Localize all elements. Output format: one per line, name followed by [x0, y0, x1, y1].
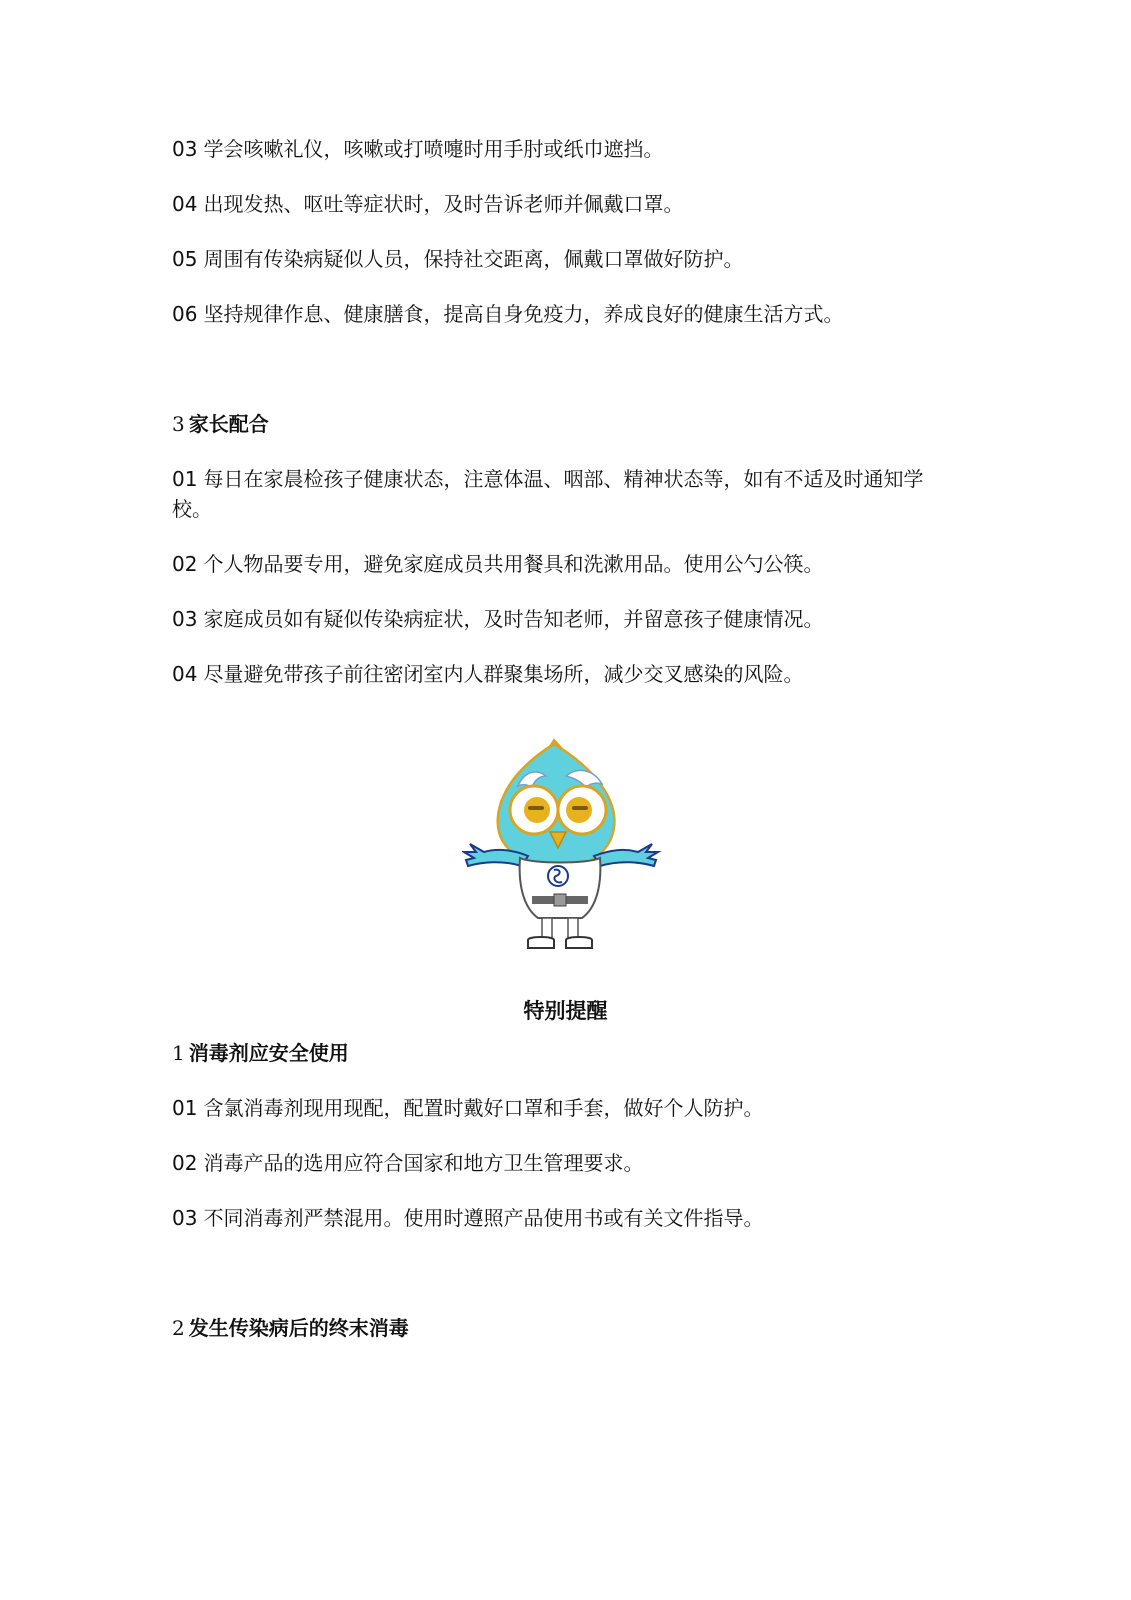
parent-item: [172, 659, 972, 689]
item-number: 06: [172, 302, 198, 326]
parent-item: [172, 464, 962, 524]
item-number: 02: [172, 1151, 198, 1175]
item-text: 学会咳嗽礼仪，咳嗽或打喷嚏时用手肘或纸巾遮挡。: [203, 137, 664, 161]
section-number: 3: [172, 412, 185, 436]
item-number: 02: [172, 552, 198, 576]
item-text: 尽量避免带孩子前往密闭室内人群聚集场所，减少交叉感染的风险。: [203, 662, 804, 686]
item-text: 个人物品要专用，避免家庭成员共用餐具和洗漱用品。使用公勺公筷。: [203, 552, 824, 576]
item-number: 05: [172, 247, 198, 271]
section-title: 消毒剂应安全使用: [188, 1041, 349, 1065]
section-heading-disinfectant: [172, 1038, 972, 1068]
disinfectant-item: [172, 1203, 972, 1233]
item-number: 01: [172, 467, 198, 491]
section-number: 1: [172, 1041, 185, 1065]
item-text: 不同消毒剂严禁混用。使用时遵照产品使用书或有关文件指导。: [203, 1206, 764, 1230]
item-number: 04: [172, 662, 198, 686]
item-text: 出现发热、呕吐等症状时，及时告诉老师并佩戴口罩。: [203, 192, 684, 216]
disinfectant-item: [172, 1148, 972, 1178]
hygiene-item: [172, 299, 972, 329]
item-number: 03: [172, 607, 198, 631]
parent-item: [172, 604, 972, 634]
section-heading-parent: [172, 409, 972, 439]
item-text: 含氯消毒剂现用现配，配置时戴好口罩和手套，做好个人防护。: [203, 1096, 764, 1120]
item-text: 坚持规律作息、健康膳食，提高自身免疫力，养成良好的健康生活方式。: [203, 302, 844, 326]
item-number: 03: [172, 1206, 198, 1230]
parent-item: [172, 549, 972, 579]
item-number: 03: [172, 137, 198, 161]
item-text: 消毒产品的选用应符合国家和地方卫生管理要求。: [203, 1151, 644, 1175]
item-text: 每日在家晨检孩子健康状态，注意体温、咽部、精神状态等，如有不适及时通知学校。: [172, 467, 924, 521]
item-number: 04: [172, 192, 198, 216]
item-text: 周围有传染病疑似人员，保持社交距离，佩戴口罩做好防护。: [203, 247, 744, 271]
special-reminder-title: 特别提醒: [523, 998, 608, 1023]
section-number: 2: [172, 1316, 185, 1340]
hygiene-item: [172, 244, 972, 274]
section-title: 发生传染病后的终末消毒: [188, 1316, 409, 1340]
disinfectant-item: [172, 1093, 972, 1123]
bird-mascot-icon: [462, 736, 662, 966]
hygiene-item: [172, 189, 972, 219]
item-number: 01: [172, 1096, 198, 1120]
section-title: 家长配合: [188, 412, 269, 436]
hygiene-item: [172, 134, 972, 164]
item-text: 家庭成员如有疑似传染病症状，及时告知老师，并留意孩子健康情况。: [203, 607, 824, 631]
section-heading-terminal: [172, 1313, 972, 1343]
